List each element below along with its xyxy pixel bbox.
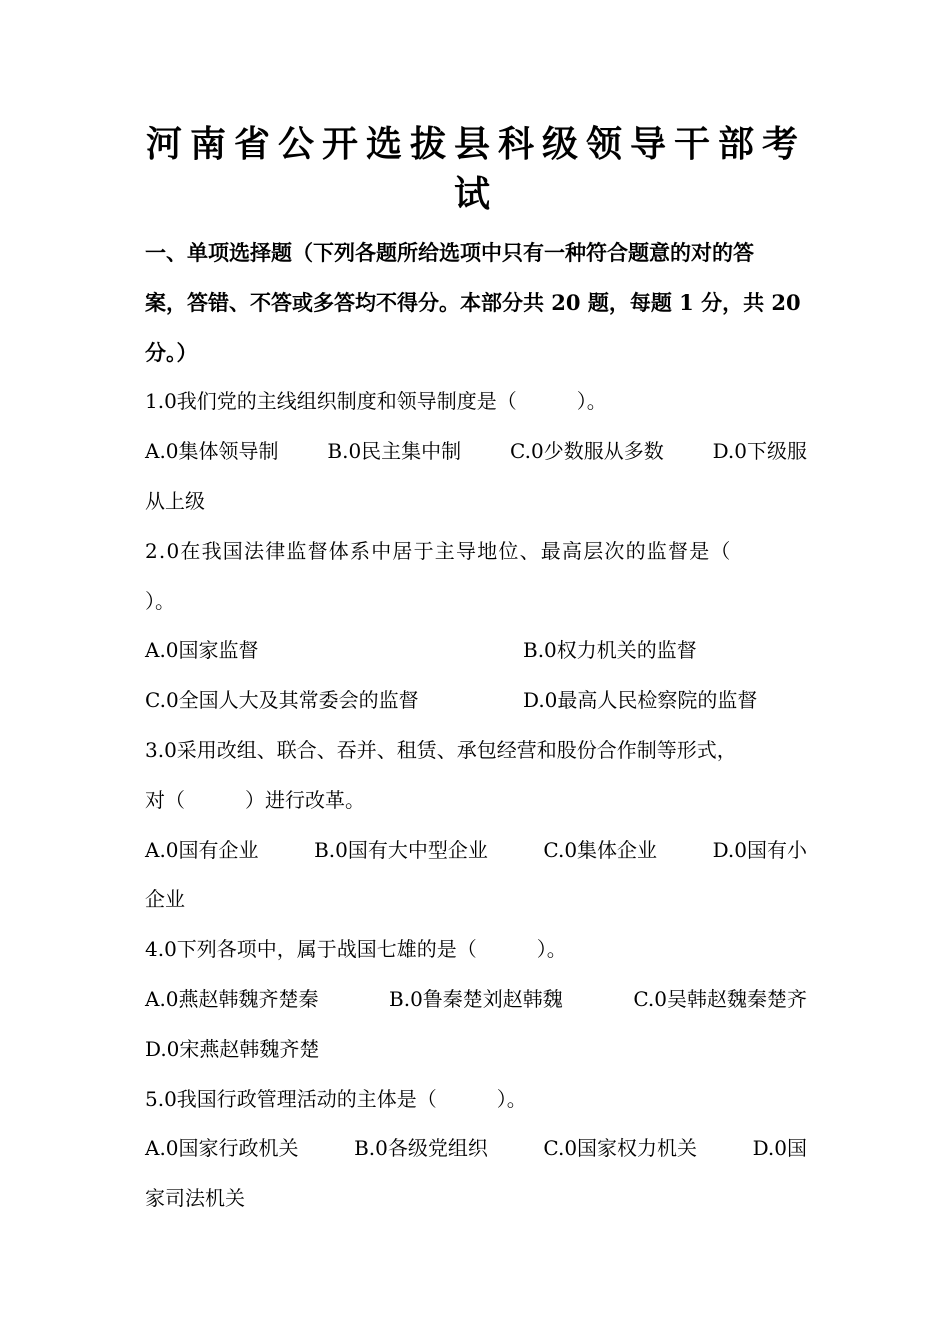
question-3-option-c: C.0集体企业 bbox=[543, 837, 658, 862]
question-3-option-a: A.0国有企业 bbox=[145, 837, 259, 862]
question-4 bbox=[145, 925, 807, 1074]
section-heading bbox=[145, 228, 807, 377]
title-line-1: 河南省公开选拔县科级领导干部考 bbox=[145, 124, 806, 165]
question-1-option-d-continued: 从上级 bbox=[145, 488, 205, 513]
question-3-stem-line-2: 对（ ）进行改革。 bbox=[145, 787, 365, 812]
question-1 bbox=[145, 377, 807, 526]
question-5-option-d: D.0国 bbox=[752, 1136, 807, 1161]
question-1-stem: 1.0我们党的主线组织制度和领导制度是（ ）。 bbox=[145, 389, 607, 414]
question-5-stem: 5.0我国行政管理活动的主体是（ ）。 bbox=[145, 1086, 527, 1111]
question-4-option-a: A.0燕赵韩魏齐楚秦 bbox=[145, 986, 319, 1011]
question-1-option-c: C.0少数服从多数 bbox=[510, 439, 664, 464]
question-5-option-a: A.0国家行政机关 bbox=[145, 1136, 299, 1161]
question-4-stem: 4.0下列各项中，属于战国七雄的是（ ）。 bbox=[145, 937, 567, 962]
question-1-options bbox=[145, 427, 807, 477]
question-1-option-a: A.0集体领导制 bbox=[145, 439, 279, 464]
question-4-option-b: B.0鲁秦楚刘赵韩魏 bbox=[389, 986, 563, 1011]
question-2 bbox=[145, 527, 807, 726]
question-2-stem-line-1: 2.0在我国法律监督体系中居于主导地位、最高层次的监督是（ bbox=[145, 538, 732, 563]
title-line-2: 试 bbox=[453, 174, 498, 215]
question-5-option-b: B.0各级党组织 bbox=[354, 1136, 488, 1161]
question-3-option-b: B.0国有大中型企业 bbox=[314, 837, 488, 862]
document-page bbox=[145, 120, 807, 1224]
question-3-option-d-continued: 企业 bbox=[145, 887, 185, 912]
question-2-option-c: C.0全国人大及其常委会的监督 bbox=[145, 688, 419, 713]
question-4-option-c: C.0吴韩赵魏秦楚齐 bbox=[633, 986, 807, 1011]
document-title bbox=[145, 120, 807, 220]
question-1-option-d: D.0下级服 bbox=[712, 439, 807, 464]
question-1-option-b: B.0民主集中制 bbox=[327, 439, 462, 464]
question-4-options bbox=[145, 975, 807, 1025]
question-3 bbox=[145, 726, 807, 925]
question-5-options bbox=[145, 1124, 807, 1174]
question-2-stem-line-2: ）。 bbox=[145, 588, 175, 613]
question-2-option-a: A.0国家监督 bbox=[145, 638, 259, 663]
question-4-option-d: D.0宋燕赵韩魏齐楚 bbox=[145, 1036, 320, 1061]
question-2-option-b: B.0权力机关的监督 bbox=[523, 638, 697, 663]
question-2-option-d: D.0最高人民检察院的监督 bbox=[523, 688, 758, 713]
question-2-options bbox=[145, 626, 807, 726]
question-3-option-d: D.0国有小 bbox=[712, 837, 807, 862]
section-heading-line-3: 分。） bbox=[145, 339, 198, 365]
question-3-options bbox=[145, 826, 807, 876]
question-5 bbox=[145, 1075, 807, 1224]
question-5-option-c: C.0国家权力机关 bbox=[543, 1136, 698, 1161]
section-heading-line-1: 一、单项选择题（下列各题所给选项中只有一种符合题意的对的答 bbox=[145, 240, 754, 265]
question-3-stem-line-1: 3.0采用改组、联合、吞并、租赁、承包经营和股份合作制等形式， bbox=[145, 737, 737, 762]
question-5-option-d-continued: 家司法机关 bbox=[145, 1186, 245, 1211]
section-heading-line-2: 案，答错、不答或多答均不得分。本部分共 20 题，每题 1 分，共 20 bbox=[145, 289, 801, 315]
